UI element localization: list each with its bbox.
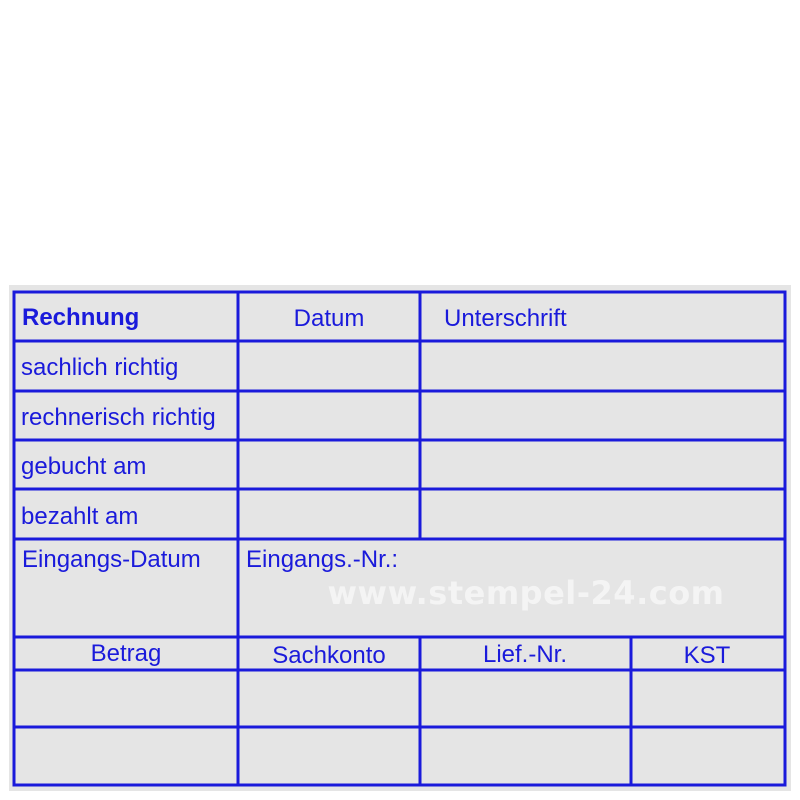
kst-heading: KST: [683, 642, 731, 669]
watermark: www.stempel-24.com: [327, 574, 725, 612]
eingangs-nr-label: Eingangs.-Nr.:: [246, 546, 399, 573]
row-label-rechnerisch-richtig: rechnerisch richtig: [21, 404, 216, 431]
row-label-bezahlt-am: bezahlt am: [21, 503, 139, 530]
betrag-heading: Betrag: [90, 640, 162, 667]
datum-heading: Datum: [293, 305, 365, 332]
eingangs-datum-label: Eingangs-Datum: [22, 546, 201, 573]
row-label-gebucht-am: gebucht am: [21, 453, 147, 480]
unterschrift-heading: Unterschrift: [444, 305, 567, 332]
rechnung-heading: Rechnung: [22, 304, 140, 331]
row-label-sachlich-richtig: sachlich richtig: [21, 354, 179, 381]
lief-nr-heading: Lief.-Nr.: [482, 641, 568, 668]
sachkonto-heading: Sachkonto: [272, 642, 386, 669]
